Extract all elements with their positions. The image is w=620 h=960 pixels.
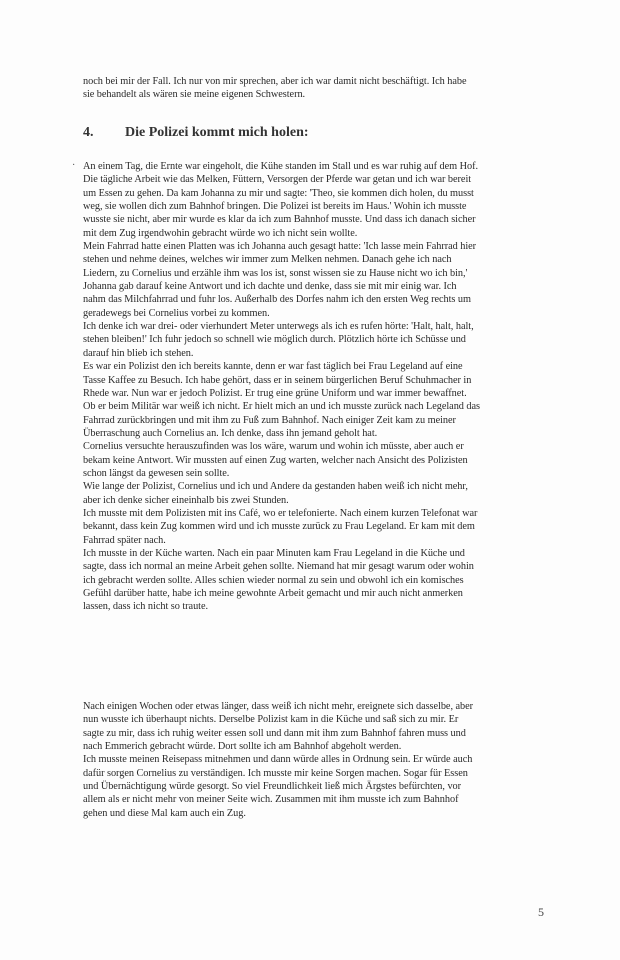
text-line: Ich musste meinen Reisepass mitnehmen und dann würde alles in Ordnung sein. Er würde auch xyxy=(83,754,473,766)
text-line: Nach einigen Wochen oder etwas länger, dass weiß ich nicht mehr, ereignete sich dasselbe, aber xyxy=(83,701,474,712)
text-line: Mein Fahrrad hatte einen Platten was ich Johanna auch gesagt hatte: 'Ich lasse mein Fahrrad hier xyxy=(83,241,477,253)
text-line: Ich musste in der Küche warten. Nach ein paar Minuten kam Frau Legeland in die Küche und xyxy=(83,547,465,559)
text-line: aber ich denke sicher eineinhalb bis zwei Stunden. xyxy=(83,494,289,506)
text-line: Johanna gab darauf keine Antwort und ich dachte und denke, dass sie mit mir einig war. Ich xyxy=(83,281,457,293)
text-line: nahm das Milchfahrrad und fuhr los. Außerhalb des Dorfes nahm ich den ersten Weg rechts um xyxy=(83,294,471,306)
text-line: An einem Tag, die Ernte war eingeholt, die Kühe standen im Stall und es war ruhig auf dem Hof. xyxy=(83,161,479,172)
text-line: schon längst da gewesen sein sollte. xyxy=(83,467,230,479)
text-line: gehen und diese Mal kam auch ein Zug. xyxy=(83,807,246,819)
text-line: nach Emmerich gebracht würde. Dort sollte ich am Bahnhof abgeholt werden. xyxy=(83,741,402,753)
text-line: noch bei mir der Fall. Ich nur von mir sprechen, aber ich war damit nicht beschäftigt. Ich habe xyxy=(83,76,467,87)
text-line: lassen, dass ich nicht so traute. xyxy=(83,601,209,613)
intro-paragraph xyxy=(83,75,553,102)
text-line: stehen bleiben!' Ich fuhr jedoch so schnell wie möglich durch. Plötzlich hörte ich Schüsse und xyxy=(83,334,466,346)
text-line: Gefühl darüber hatte, habe ich meine gewohnte Arbeit gemacht und mir auch nicht anmerken xyxy=(83,588,463,599)
text-line: sagte, dass ich normal an meine Arbeit gehen sollte. Niemand hat mir gesagt warum oder wohin xyxy=(83,561,474,573)
text-line: Ich musste mit dem Polizisten mit ins Café, wo er telefonierte. Nach einem kurzen Telefonat war xyxy=(83,507,478,519)
text-line: sie behandelt als wären sie meine eigenen Schwestern. xyxy=(83,89,306,101)
section-title: Die Polizei kommt mich holen: xyxy=(125,125,309,140)
text-line: bekannt, dass kein Zug kommen wird und ich musste zurück zu Frau Legeland. Er kam mit dem xyxy=(83,521,475,533)
page-number: 5 xyxy=(538,905,544,919)
text-line: Wie lange der Polizist, Cornelius und ich und Andere da gestanden haben weiß ich nicht mehr, xyxy=(83,481,468,493)
text-line: Überraschung auch Cornelius an. Ich denke, dass ihn jemand geholt hat. xyxy=(83,427,378,439)
text-line: weg, sie wollen dich zum Bahnhof bringen. Die Polizei ist bereits im Haus.' Wohin ich musste xyxy=(83,201,467,213)
text-line: stehen und nehme deines, welches wir immer zum Melken nehmen. Danach gehe ich nach xyxy=(83,254,452,266)
bullet-mark: · xyxy=(72,160,76,171)
text-line: dafür sorgen Cornelius zu verständigen. Ich musste mir keine Sorgen machen. Sogar für Essen xyxy=(83,767,468,779)
text-line: Liedern, zu Cornelius und erzähle ihm was los ist, sonst wissen sie zu Hause nicht wo ich bin,' xyxy=(83,267,468,279)
body-paragraph-2 xyxy=(83,700,553,820)
text-line: ich gebracht werden sollte. Alles schien wieder normal zu sein und obwohl ich ein komisches xyxy=(83,574,464,586)
text-line: um Essen zu gehen. Da kam Johanna zu mir und sagte: 'Theo, sie kommen dich holen, du musst xyxy=(83,187,474,199)
section-number: 4. xyxy=(83,125,94,140)
text-line: geradewegs bei Cornelius vorbei zu kommen. xyxy=(83,307,270,319)
text-line: bekam keine Antwort. Wir mussten auf einen Zug warten, welcher nach Ansicht des Polizisten xyxy=(83,454,468,466)
text-line: Es war ein Polizist den ich bereits kannte, denn er war fast täglich bei Frau Legeland auf eine xyxy=(83,361,463,373)
text-line: Fahrrad zurückbringen und mit ihm zu Fuß zum Bahnhof. Nach einiger Zeit kam zu meiner xyxy=(83,414,456,426)
text-line: darauf hin blieb ich stehen. xyxy=(83,347,194,359)
text-line: mit dem Zug irgendwohin gebracht würde wo ich nicht sein wollte. xyxy=(83,227,358,239)
section-heading xyxy=(83,125,309,141)
text-line: allem als er nicht mehr von meiner Seite wich. Zusammen mit ihm musste ich zum Bahnhof xyxy=(83,794,459,806)
text-line: Die tägliche Arbeit wie das Melken, Füttern, Versorgen der Pferde war getan und ich war bereit xyxy=(83,174,472,186)
text-line: nun wusste ich überhaupt nichts. Derselbe Polizist kam in die Küche und saß sich zu mir. Er xyxy=(83,714,459,726)
text-line: Tasse Kaffee zu Besuch. Ich habe gehört, dass er in seinem bürgerlichen Beruf Schuhmacher in xyxy=(83,374,472,386)
text-line: Fahrrad später nach. xyxy=(83,534,166,546)
text-line: Ob er beim Militär war weiß ich nicht. Er hielt mich an und ich musste zurück nach Legeland das xyxy=(83,401,480,413)
body-paragraph-1 xyxy=(83,160,553,614)
text-line: wusste sie nicht, aber mir wurde es klar da ich zum Bahnhof musste. Und dass ich danach sicher xyxy=(83,214,476,226)
text-line: und Übernächtigung würde gesorgt. So viel Freundlichkeit ließ mich Ärgstes befürchten, vor xyxy=(83,781,462,793)
text-line: Cornelius versuchte herauszufinden was los wäre, warum und wohin ich müsste, aber auch er xyxy=(83,441,464,453)
text-line: Ich denke ich war drei- oder vierhundert Meter unterwegs als ich es rufen hörte: 'Halt, halt, halt, xyxy=(83,321,474,333)
text-line: sagte zu mir, dass ich ruhig weiter essen soll und dann mit ihm zum Bahnhof fahren muss und xyxy=(83,727,466,739)
text-line: Rhede war. Nun war er jedoch Polizist. Er trug eine grüne Uniform und war immer bewaffnet. xyxy=(83,387,467,399)
